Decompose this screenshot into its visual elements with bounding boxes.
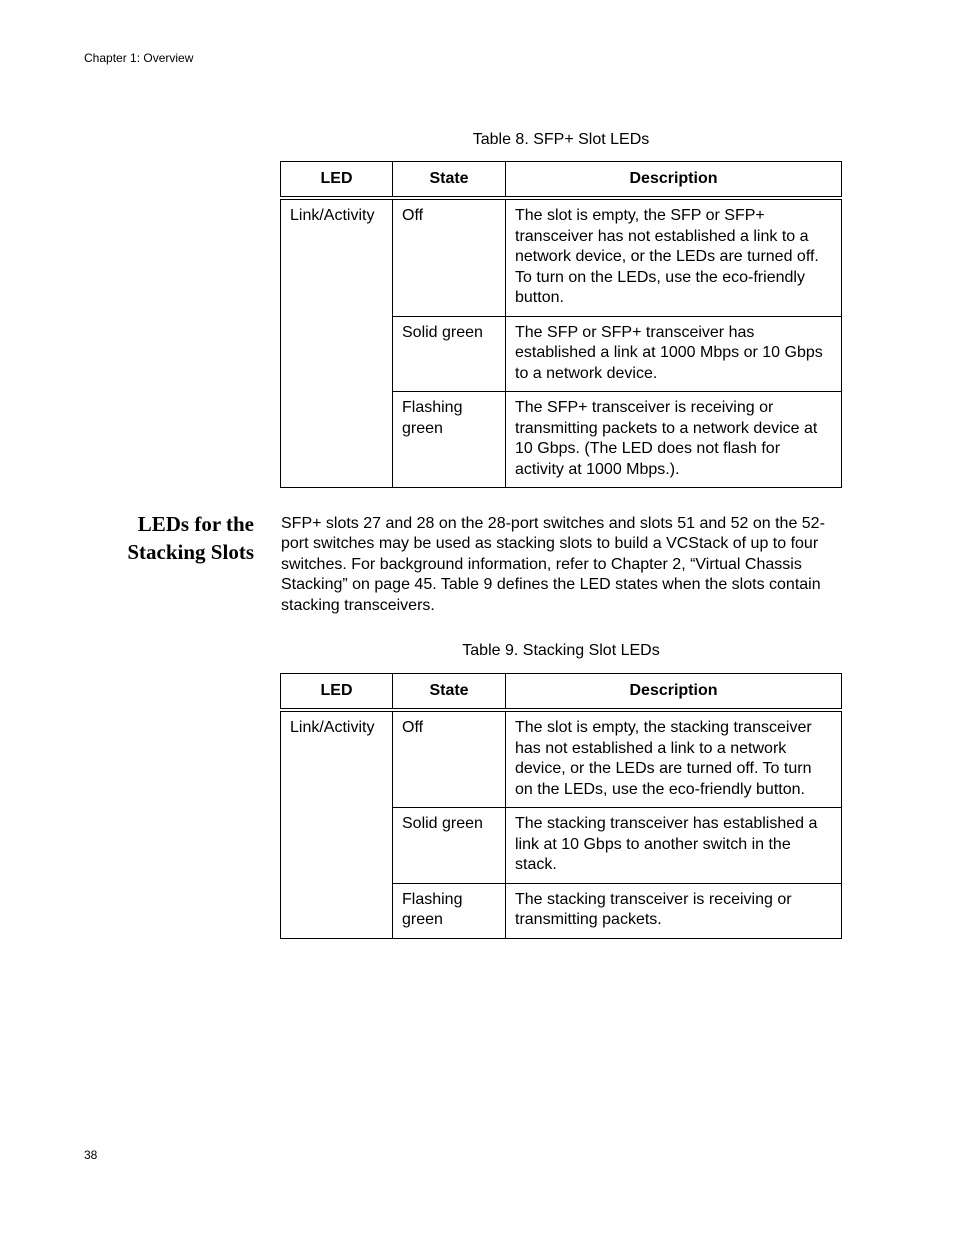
table-9-caption: Table 9. Stacking Slot LEDs — [462, 642, 660, 659]
page-number: 38 — [84, 1148, 98, 1162]
column-header-description: Description — [506, 162, 842, 199]
section-heading — [100, 510, 254, 566]
section-paragraph: SFP+ slots 27 and 28 on the 28-port switches and slots 51 and 52 on the 52-port switches may be used as stacking slots to build a VCStack of up to four switches. For background information, refer to Chapter 2, “Virtual Chassis Stacking” on page 45. Table 9 defines the LED states when the slots contain stacking transceivers. — [281, 515, 825, 614]
state-cell: Flashing green — [393, 883, 506, 938]
table-header-row — [281, 674, 842, 711]
section-heading-line-2: Stacking Slots — [127, 540, 254, 564]
table-header-row — [281, 162, 842, 199]
section-heading-line-1: LEDs for the — [137, 512, 254, 536]
table-8-caption: Table 8. SFP+ Slot LEDs — [472, 131, 650, 148]
state-cell: Off — [393, 710, 506, 808]
table-row — [281, 198, 842, 316]
description-cell: The stacking transceiver is receiving or transmitting packets. — [506, 883, 842, 938]
led-cell: Link/Activity — [281, 198, 393, 488]
led-cell: Link/Activity — [281, 710, 393, 938]
state-cell: Flashing green — [393, 392, 506, 488]
state-cell: Solid green — [393, 808, 506, 884]
description-cell: The slot is empty, the SFP or SFP+ transceiver has not established a link to a network device, or the LEDs are turned off. To turn on the LEDs, use the eco-friendly button. — [506, 198, 842, 316]
state-cell: Solid green — [393, 316, 506, 392]
column-header-led: LED — [281, 674, 393, 711]
description-cell: The stacking transceiver has established a link at 10 Gbps to another switch in the stack. — [506, 808, 842, 884]
column-header-state: State — [393, 674, 506, 711]
description-cell: The SFP or SFP+ transceiver has established a link at 1000 Mbps or 10 Gbps to a network device. — [506, 316, 842, 392]
table-row — [281, 710, 842, 808]
running-header: Chapter 1: Overview — [84, 51, 194, 65]
column-header-led: LED — [281, 162, 393, 199]
description-cell: The slot is empty, the stacking transceiver has not established a link to a network device, or the LEDs are turned off. To turn on the LEDs, use the eco-friendly button. — [506, 710, 842, 808]
table-9-stacking-slot-leds — [280, 673, 842, 939]
description-cell: The SFP+ transceiver is receiving or transmitting packets to a network device at 10 Gbps. (The LED does not flash for activity at 1000 Mbps.). — [506, 392, 842, 488]
state-cell: Off — [393, 198, 506, 316]
table-8-sfp-slot-leds — [280, 161, 842, 488]
column-header-description: Description — [506, 674, 842, 711]
column-header-state: State — [393, 162, 506, 199]
